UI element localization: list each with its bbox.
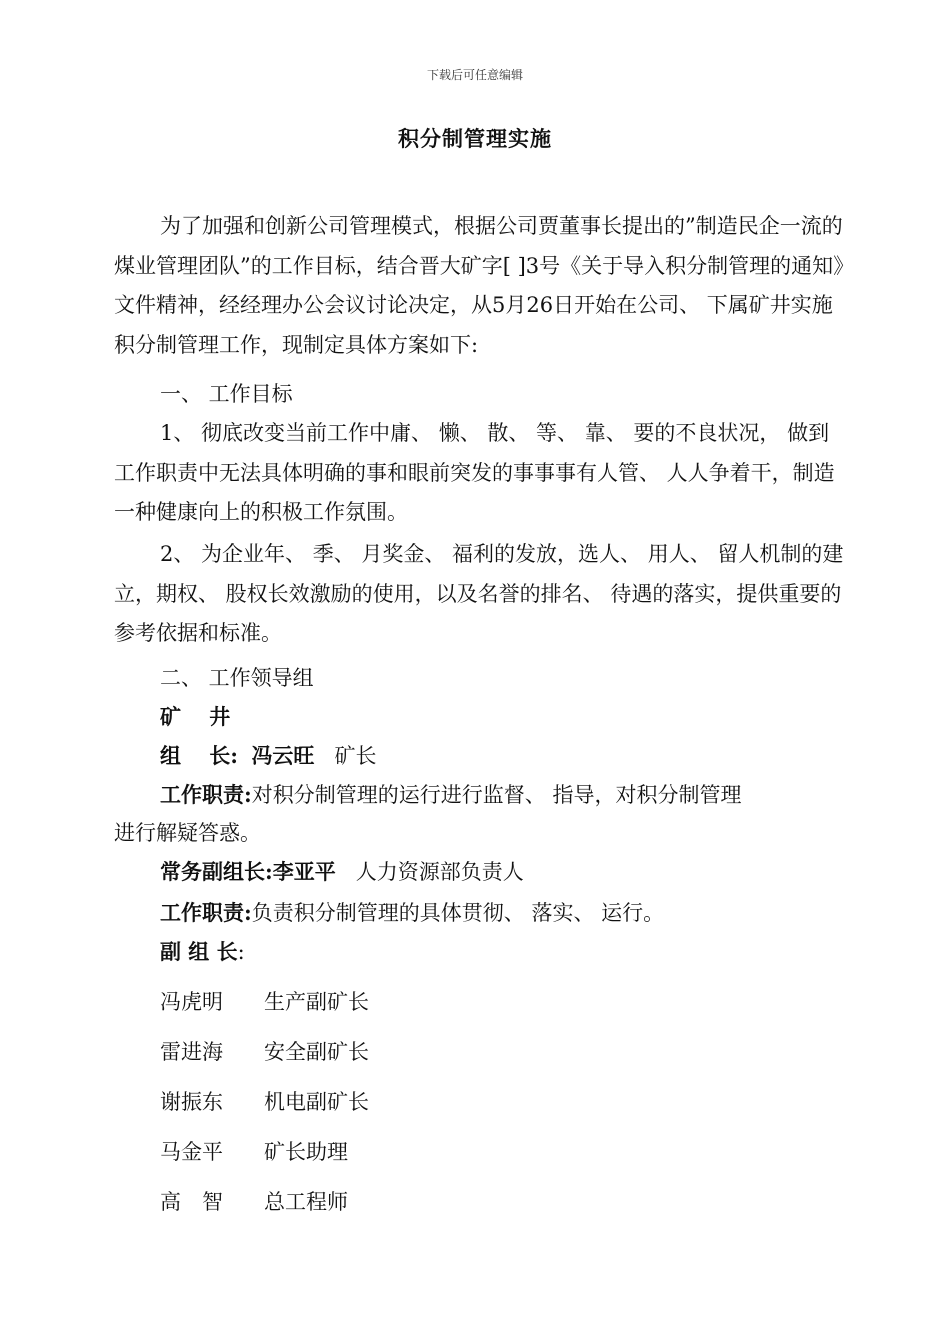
deputy-title: 矿长助理 <box>264 1140 348 1164</box>
exec-leader-label: 常务副组长: <box>160 859 273 884</box>
deputy-name: 谢振东 <box>160 1090 223 1114</box>
deputy-heading: 副 组 长: <box>160 939 245 964</box>
duty-label: 工作职责: <box>160 900 252 925</box>
mine-heading: 矿 井 <box>160 704 231 729</box>
goal-item-1: 1、 彻底改变当前工作中庸、 懒、 散、 等、 靠、 要的不良状况， 做到工作职责中无法具体明确的事和眼前突发的事事事有人管、 人人争着干，制造一种健康向上的积极工作氛围。 <box>114 421 835 524</box>
deputy-row <box>160 1086 369 1116</box>
deputy-title: 生产副矿长 <box>264 990 369 1014</box>
deputy-row <box>160 986 369 1016</box>
section-heading-goals: 一、 工作目标 <box>160 382 293 406</box>
page-header: 下载后可任意编辑 <box>426 68 523 82</box>
deputy-row <box>160 1136 348 1166</box>
duty-row-1 <box>160 779 741 809</box>
deputy-row <box>160 1036 369 1066</box>
deputy-title: 安全副矿长 <box>264 1040 369 1064</box>
deputy-name: 马金平 <box>160 1140 223 1164</box>
leader-name: 冯云旺 <box>251 743 315 768</box>
duty-continuation: 进行解疑答惑。 <box>114 821 261 845</box>
leader-label: 组 长: <box>160 743 239 768</box>
exec-leader-name: 李亚平 <box>272 859 336 884</box>
duty-label: 工作职责: <box>160 782 252 807</box>
intro-paragraph: 为了加强和创新公司管理模式，根据公司贾董事长提出的”制造民企一流的煤业管理团队”的工作目标，结合晋大矿字[ ]3号《关于导入积分制管理的通知》文件精神，经经理办公会议讨论决定，从5月26日开始在公司、 下属矿井实施积分制管理工作，现制定具体方案如下: <box>114 214 844 357</box>
duty-text: 对积分制管理的运行进行监督、 指导，对积分制管理 <box>251 783 742 807</box>
deputy-title: 机电副矿长 <box>264 1090 369 1114</box>
goal-item-2: 2、 为企业年、 季、 月奖金、 福利的发放，选人、 用人、 留人机制的建立，期权、 股权长效激励的使用，以及名誉的排名、 待遇的落实，提供重要的参考依据和标准。 <box>114 542 844 645</box>
deputy-title: 总工程师 <box>264 1190 348 1214</box>
deputy-row <box>160 1186 348 1216</box>
exec-leader-row <box>160 856 524 886</box>
deputy-name: 高 智 <box>160 1190 223 1214</box>
duty-row-2 <box>160 897 664 927</box>
exec-leader-title: 人力资源部负责人 <box>355 860 524 884</box>
deputy-name: 雷进海 <box>160 1040 223 1064</box>
section-heading-leadership: 二、 工作领导组 <box>160 666 314 690</box>
leader-title: 矿长 <box>334 744 377 768</box>
document-title: 积分制管理实施 <box>398 126 552 151</box>
duty-text: 负责积分制管理的具体贯彻、 落实、 运行。 <box>251 901 665 925</box>
deputy-name: 冯虎明 <box>160 990 223 1014</box>
leader-row <box>160 740 376 770</box>
